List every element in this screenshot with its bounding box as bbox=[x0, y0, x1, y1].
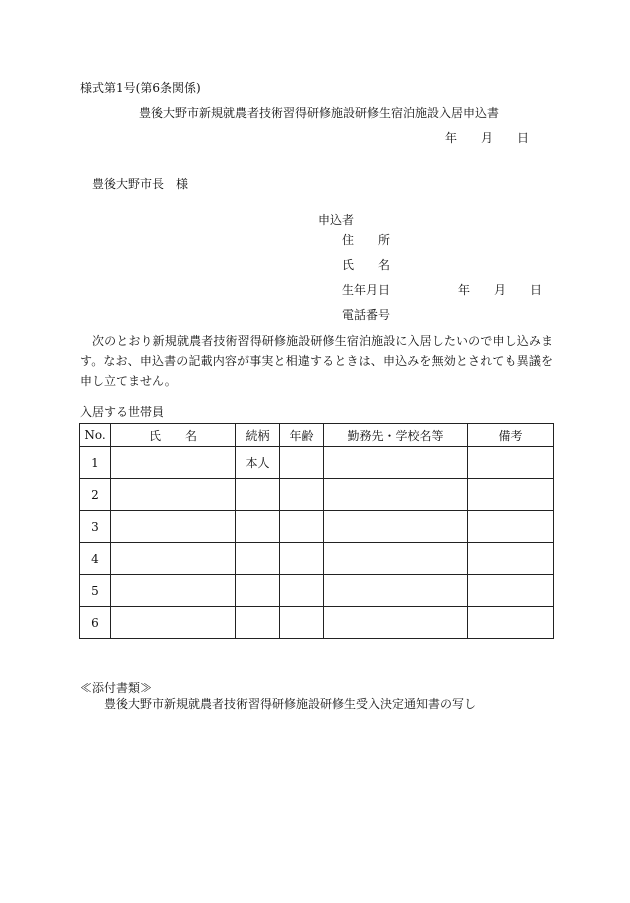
age-cell[interactable] bbox=[280, 447, 324, 479]
header-no: No. bbox=[80, 424, 111, 447]
notes-cell[interactable] bbox=[468, 575, 554, 607]
birthdate-year-unit: 年 bbox=[458, 283, 471, 297]
row-number: 5 bbox=[80, 575, 111, 607]
table-row bbox=[80, 447, 554, 479]
notes-cell[interactable] bbox=[468, 607, 554, 639]
form-number: 様式第1号(第6条関係) bbox=[80, 81, 201, 95]
header-name: 氏 名 bbox=[111, 424, 236, 447]
notes-cell[interactable] bbox=[468, 479, 554, 511]
age-cell[interactable] bbox=[280, 479, 324, 511]
relation-cell[interactable]: 本人 bbox=[236, 447, 280, 479]
date-month-unit: 月 bbox=[481, 131, 494, 145]
name-cell[interactable] bbox=[111, 479, 236, 511]
relation-cell[interactable] bbox=[236, 543, 280, 575]
workplace-cell[interactable] bbox=[324, 543, 468, 575]
relation-cell[interactable] bbox=[236, 575, 280, 607]
row-number: 2 bbox=[80, 479, 111, 511]
age-cell[interactable] bbox=[280, 607, 324, 639]
relation-cell[interactable] bbox=[236, 479, 280, 511]
header-relation: 続柄 bbox=[236, 424, 280, 447]
relation-cell[interactable] bbox=[236, 607, 280, 639]
row-number: 6 bbox=[80, 607, 111, 639]
name-cell[interactable] bbox=[111, 447, 236, 479]
table-row bbox=[80, 479, 554, 511]
name-cell[interactable] bbox=[111, 575, 236, 607]
recipient: 豊後大野市長 様 bbox=[92, 177, 189, 191]
phone-label: 電話番号 bbox=[342, 308, 391, 322]
birthdate-day-unit: 日 bbox=[530, 283, 543, 297]
age-cell[interactable] bbox=[280, 511, 324, 543]
row-number: 4 bbox=[80, 543, 111, 575]
header-notes: 備考 bbox=[468, 424, 554, 447]
table-row bbox=[80, 511, 554, 543]
application-statement: 次のとおり新規就農者技術習得研修施設研修生宿泊施設に入居したいので申し込みます。なお、申込書の記載内容が事実と相違するときは、申込みを無効とされても異議を申し立てません。 bbox=[80, 334, 553, 388]
table-row bbox=[80, 607, 554, 639]
age-cell[interactable] bbox=[280, 575, 324, 607]
age-cell[interactable] bbox=[280, 543, 324, 575]
row-number: 3 bbox=[80, 511, 111, 543]
row-number: 1 bbox=[80, 447, 111, 479]
workplace-cell[interactable] bbox=[324, 479, 468, 511]
members-heading: 入居する世帯員 bbox=[80, 405, 165, 419]
birthdate-label: 生年月日 bbox=[342, 283, 391, 297]
date-year-unit: 年 bbox=[445, 131, 458, 145]
workplace-cell[interactable] bbox=[324, 511, 468, 543]
attachment-item: 豊後大野市新規就農者技術習得研修施設研修生受入決定通知書の写し bbox=[104, 697, 477, 711]
workplace-cell[interactable] bbox=[324, 447, 468, 479]
attachments-heading: ≪添付書類≫ bbox=[80, 681, 153, 695]
name-cell[interactable] bbox=[111, 543, 236, 575]
notes-cell[interactable] bbox=[468, 511, 554, 543]
document-title: 豊後大野市新規就農者技術習得研修施設研修生宿泊施設入居申込書 bbox=[138, 106, 499, 120]
name-cell[interactable] bbox=[111, 607, 236, 639]
members-table bbox=[79, 423, 554, 639]
applicant-label: 申込者 bbox=[318, 213, 355, 227]
relation-cell[interactable] bbox=[236, 511, 280, 543]
table-header-row bbox=[80, 424, 554, 447]
notes-cell[interactable] bbox=[468, 543, 554, 575]
workplace-cell[interactable] bbox=[324, 575, 468, 607]
header-workplace: 勤務先・学校名等 bbox=[324, 424, 468, 447]
name-label: 氏 名 bbox=[342, 258, 391, 272]
address-label: 住 所 bbox=[342, 233, 391, 247]
birthdate-month-unit: 月 bbox=[494, 283, 507, 297]
workplace-cell[interactable] bbox=[324, 607, 468, 639]
table-row bbox=[80, 543, 554, 575]
header-age: 年齢 bbox=[280, 424, 324, 447]
table-row bbox=[80, 575, 554, 607]
name-cell[interactable] bbox=[111, 511, 236, 543]
date-day-unit: 日 bbox=[517, 131, 530, 145]
notes-cell[interactable] bbox=[468, 447, 554, 479]
